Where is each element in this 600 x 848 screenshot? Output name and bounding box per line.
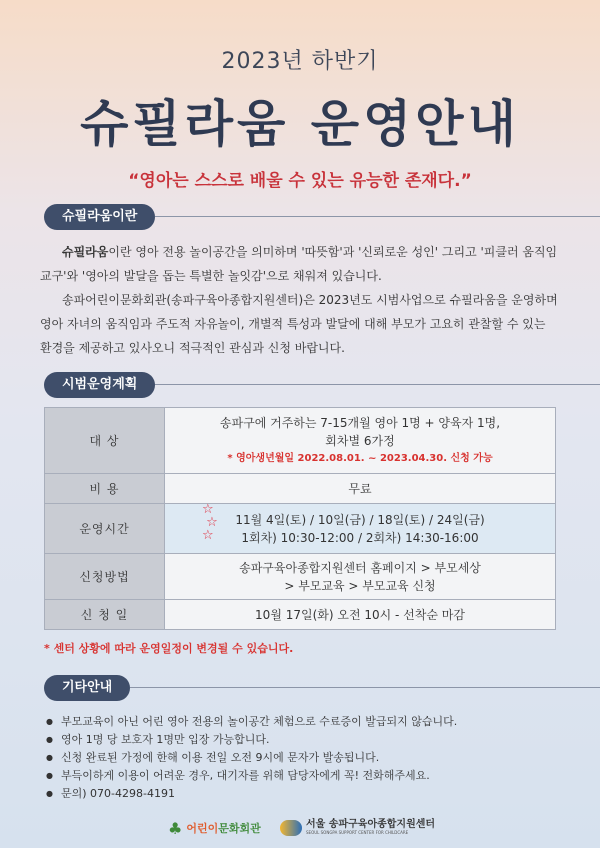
- info-list: [46, 713, 457, 803]
- time-line-2: 1회차) 10:30-12:00 / 2회차) 14:30-16:00: [241, 530, 479, 545]
- section-head-about: 슈필라움이란: [44, 204, 155, 230]
- table-row: [45, 554, 556, 600]
- row-label-cost: 비 용: [45, 474, 165, 504]
- plan-table: [44, 407, 556, 630]
- slogan: “영아는 스스로 배울 수 있는 유능한 존재다.”: [128, 171, 472, 191]
- row-label-date: 신 청 일: [45, 600, 165, 630]
- row-value-cost: 무료: [165, 474, 556, 504]
- list-item: ● 문의) 070-4298-4191: [46, 785, 457, 803]
- childcare-center-logo: [280, 816, 435, 840]
- logo1-part-b: 문화회관: [218, 822, 261, 835]
- target-line-2: 회차별 6가정: [325, 433, 395, 448]
- star-doodle-icon: ☆ ☆ ☆: [202, 502, 218, 543]
- target-note: * 영아생년월일 2022.08.01. ~ 2023.04.30. 신청 가능: [227, 452, 493, 464]
- list-item: ● 부득이하게 이용이 어려운 경우, 대기자를 위해 담당자에게 꼭! 전화해주세요.: [46, 767, 457, 785]
- time-line-1: 11월 4일(토) / 10일(금) / 18일(토) / 24일(금): [235, 512, 485, 527]
- row-label-time: 운영시간: [45, 504, 165, 554]
- about-keyword: 슈필라움: [62, 245, 109, 259]
- logo1-part-a: 어린이: [186, 822, 219, 835]
- culture-center-logo: [168, 816, 261, 840]
- section-head-etc: 기타안내: [44, 675, 130, 701]
- about-text: [40, 240, 560, 360]
- table-row: [45, 474, 556, 504]
- childcare-mark-icon: [280, 820, 302, 836]
- table-row: [45, 408, 556, 474]
- logo2-english: SEOUL SONGPA SUPPORT CENTER FOR CHILDCARE: [306, 830, 409, 835]
- row-label-target: 대 상: [45, 408, 165, 474]
- list-item: ● 신청 완료된 가정에 한해 이용 전일 오전 9시에 문자가 발송됩니다.: [46, 749, 457, 767]
- row-value-method: [165, 554, 556, 600]
- list-item: ● 부모교육이 아닌 어린 영아 전용의 놀이공간 체험으로 수료증이 발급되지 않습니다.: [46, 713, 457, 731]
- row-value-target: [165, 408, 556, 474]
- year-label: 2023년 하반기: [221, 49, 379, 74]
- method-line-2: > 부모교육 > 부모교육 신청: [284, 578, 436, 593]
- page-title: 슈필라움 운영안내: [80, 95, 520, 153]
- list-item: ● 영아 1명 당 보호자 1명만 입장 가능합니다.: [46, 731, 457, 749]
- method-line-1: 송파구육아종합지원센터 홈페이지 > 부모세상: [239, 560, 481, 575]
- row-label-method: 신청방법: [45, 554, 165, 600]
- logo2-name: 서울 송파구육아종합지원센터: [306, 819, 436, 830]
- target-line-1: 송파구에 거주하는 7-15개월 영아 1명 + 양육자 1명,: [219, 415, 501, 430]
- schedule-change-note: * 센터 상황에 따라 운영일정이 변경될 수 있습니다.: [44, 642, 294, 655]
- about-paragraph-2: 송파어린이문화회관(송파구육아종합지원센터)은 2023년도 시범사업으로 슈필라움을 운영하며 영아 자녀의 움직임과 주도적 자유놀이, 개별적 특성과 발달에 대해 부모가 고요히 관찰할 수 있는 환경을 제공하고 있사오니 적극적인 관심과 신청 바랍니다.: [40, 293, 558, 355]
- table-row: [45, 504, 556, 554]
- row-value-date: 10월 17일(화) 오전 10시 - 선착순 마감: [165, 600, 556, 630]
- about-paragraph-1: [40, 240, 560, 288]
- tree-icon: ♣: [168, 818, 183, 838]
- footer: [0, 812, 600, 842]
- row-value-time: [165, 504, 556, 554]
- about-p1-rest: 이란 영아 전용 놀이공간을 의미하며 '따뜻함'과 '신뢰로운 성인' 그리고 '피클러 움직임 교구'와 '영아의 발달을 돕는 특별한 놀잇감'으로 채워져 있습니다.: [40, 245, 558, 283]
- section-head-plan: 시범운영계획: [44, 372, 155, 398]
- table-row: [45, 600, 556, 630]
